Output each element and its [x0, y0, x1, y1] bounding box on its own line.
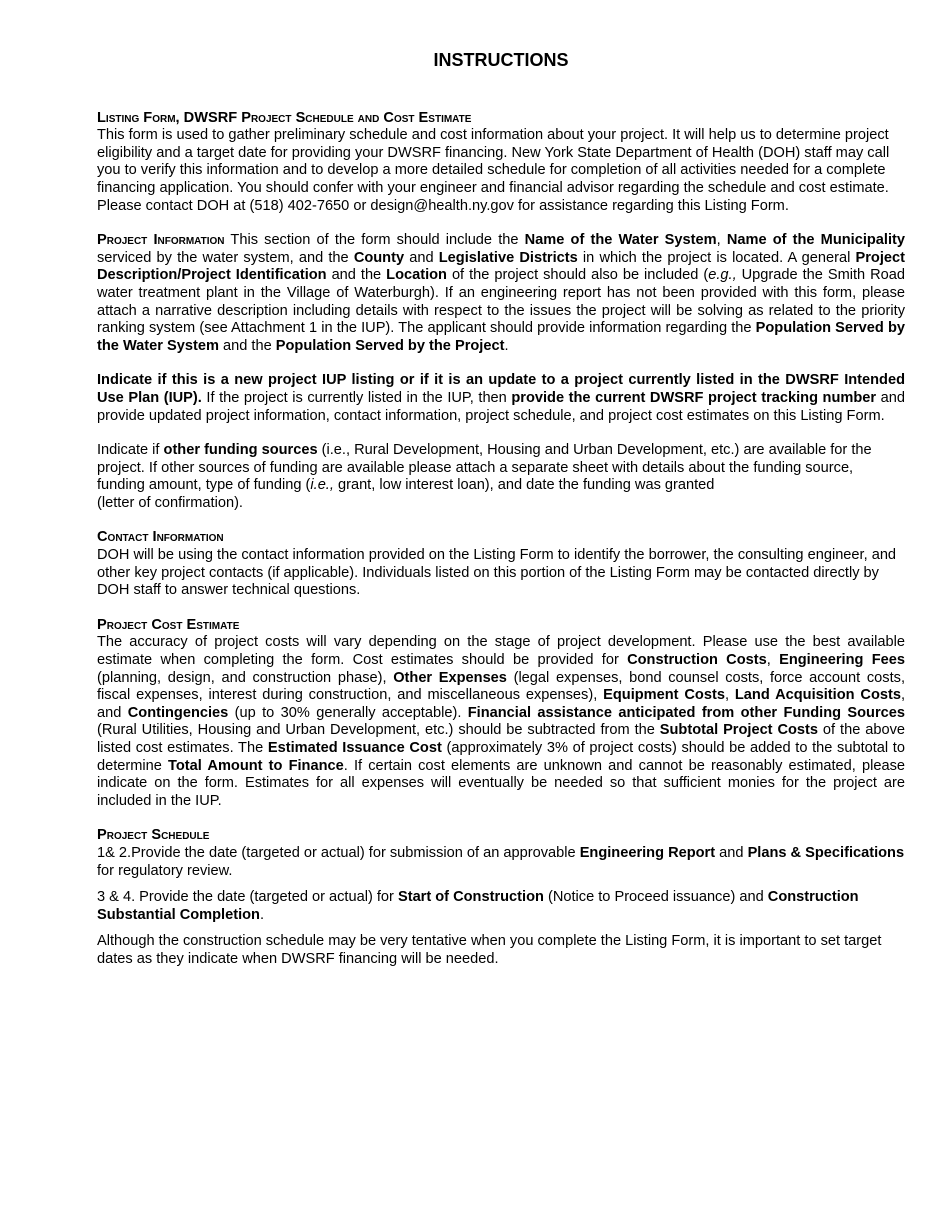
bold-term: Land Acquisition Costs [734, 687, 901, 704]
text: If the project is currently listed in the IUP, then [201, 389, 512, 406]
bold-term: Project Description/Project Identification [97, 249, 905, 284]
text: grant, low interest loan), and date the funding was granted [333, 477, 715, 494]
text: (letter of confirmation). [97, 494, 243, 511]
listing-body: This form is used to gather preliminary schedule and cost information about your project. It will help us to determine project eligibility and a target date for providing your DWSRF financing. New York State Department of Health (DOH) staff may call you to verify this information and to develop a more detailed schedule for completion of all activities needed for a complete financing application. You should confer with your engineer and financial advisor regarding the schedule and cost estimate. Please contact DOH at (518) 402-7650 or design@health.ny.gov for assistance regarding this Listing Form. [97, 127, 890, 214]
text: (legal expenses, bond counsel costs, force account costs, fiscal expenses, interest during construction, and miscellaneous expenses), [97, 669, 906, 704]
text: (approximately 3% of project costs) should be added to the subtotal to determine [97, 740, 905, 774]
bold-term: Start of Construction [397, 889, 544, 906]
text: , and [97, 687, 906, 721]
project-information-paragraph [97, 232, 905, 355]
italic-term: e.g., [708, 267, 737, 284]
item-number: 1& 2. [97, 844, 132, 861]
text: and the [326, 267, 387, 284]
text: serviced by the water system, and the [97, 249, 354, 266]
contact-information-body: DOH will be using the contact information provided on the Listing Form to identify the borrower, the consulting engineer, and other key project contacts (if applicable). Individuals listed on this portion of the Listing Form may be contacted directly by DOH staff to answer technical questions. [97, 547, 897, 599]
bold-term: Construction Substantial Completion [97, 889, 859, 923]
instructions-page [97, 52, 905, 969]
funding-paragraph [97, 442, 905, 512]
text: The accuracy of project costs will vary depending on the stage of project development. Please use the best available estimate when completing the form. Cost estimates should be provided for [97, 634, 905, 669]
text: , [766, 652, 780, 669]
text: , [724, 687, 735, 704]
project-cost-estimate-body [97, 634, 905, 810]
page-title: INSTRUCTIONS [433, 50, 569, 70]
text: and [404, 249, 439, 266]
bold-term: Estimated Issuance Cost [267, 740, 442, 756]
text: in which the project is located. A general [577, 249, 856, 266]
project-information-heading: Project Information [97, 232, 225, 249]
text: Indicate if [97, 442, 164, 459]
bold-term: Construction Costs [627, 652, 767, 669]
text: (Rural Utilities, Housing and Urban Development, etc.) should be subtracted from the [97, 722, 660, 739]
text: (up to 30% generally acceptable). [228, 704, 468, 721]
text: and provide updated project information, contact information, project schedule, and project cost estimates on this Listing Form. [97, 389, 905, 424]
bold-term: Financial assistance anticipated from other Funding Sources [467, 704, 906, 721]
listing-heading: Listing Form, DWSRF Project Schedule and Cost Estimate [97, 109, 472, 126]
bold-term: County [353, 249, 405, 266]
project-schedule-heading: Project Schedule [97, 827, 210, 844]
italic-term: i.e., [310, 477, 334, 494]
schedule-item-1-2 [97, 845, 905, 880]
text: . If certain cost elements are unknown and cannot be reasonably estimated, please indicate on the form. Estimates for all expenses will eventually be needed so that sufficient monies for the project are included in the IUP. [97, 757, 905, 809]
bold-term: Engineering Fees [779, 652, 905, 669]
schedule-item-3-4 [97, 889, 905, 924]
bold-term: Name of the Water System [524, 232, 717, 249]
text: (i.e., Rural Development, Housing and Urban Development, etc.) are available for the project. If other sources of funding are available please attach a separate sheet with details about the funding source, funding amount, type of funding ( [97, 442, 872, 494]
text: of the project should also be included ( [446, 267, 709, 284]
text: Upgrade the Smith Road water treatment plant in the Village of Waterburgh). If an engineering report has not been provided with this form, please attach a narrative description including details with respect to the issues the project will be solving as related to the priority ranking system (see Attachment 1 in the IUP). The applicant should provide information regarding the [97, 267, 906, 337]
bold-term: Name of the Municipality [726, 232, 906, 249]
text: . [504, 337, 509, 354]
text: . [259, 906, 265, 923]
text: of the above listed cost estimates. The [97, 722, 905, 756]
bold-term: Location [386, 267, 447, 284]
text: (Notice to Proceed issuance) and [543, 889, 768, 906]
contact-information-heading: Contact Information [97, 529, 224, 546]
bold-term: Engineering Report [579, 844, 716, 861]
bold-term: Population Served by the Project [275, 337, 505, 354]
text: Provide the date (targeted or actual) for submission of an approvable [131, 844, 580, 861]
bold-term: Plans & Specifications [747, 844, 905, 861]
text: This section of the form should include the [224, 232, 525, 249]
text: 3 & 4. Provide the date (targeted or actual) for [97, 889, 398, 906]
text: and [715, 844, 748, 861]
iup-paragraph [97, 372, 905, 425]
bold-term: Legislative Districts [438, 249, 578, 266]
bold-term: Subtotal Project Costs [659, 722, 819, 739]
bold-term: Indicate if this is a new project IUP listing or if it is an update to a project currently listed in the DWSRF Intended Use Plan (IUP). [97, 372, 905, 406]
text: (planning, design, and construction phase), [97, 669, 394, 686]
bold-term: Other Expenses [393, 669, 507, 686]
schedule-closing: Although the construction schedule may be very tentative when you complete the Listing Form, it is important to set target dates as they indicate when DWSRF financing will be needed. [97, 933, 882, 967]
text: for regulatory review. [97, 862, 233, 879]
project-cost-estimate-heading: Project Cost Estimate [97, 616, 240, 633]
bold-term: provide the current DWSRF project tracking number [511, 389, 877, 406]
bold-term: Population Served by the Water System [97, 320, 905, 354]
bold-term: Contingencies [127, 704, 229, 721]
text: , [716, 232, 727, 249]
bold-term: other funding sources [163, 442, 318, 459]
bold-term: Total Amount to Finance [168, 757, 344, 774]
text: and the [218, 337, 276, 354]
bold-term: Equipment Costs [603, 687, 725, 704]
